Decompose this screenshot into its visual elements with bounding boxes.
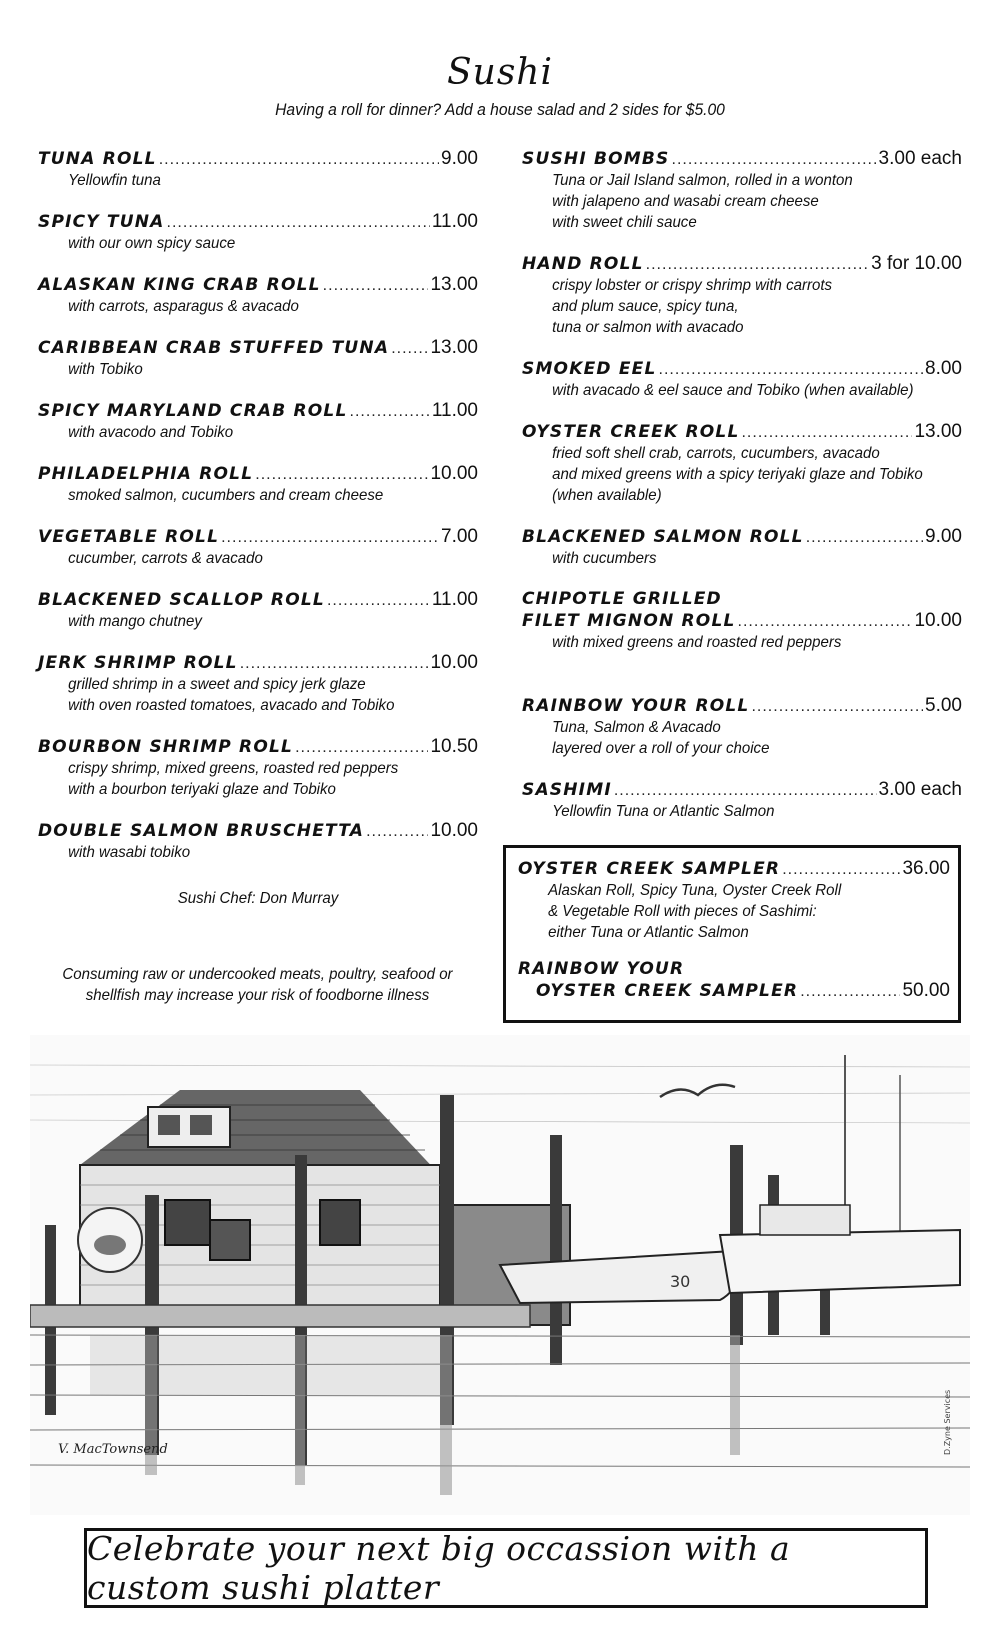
dot-leader	[659, 359, 924, 380]
item-price: 9.00	[925, 526, 962, 547]
dot-leader	[646, 254, 870, 275]
dot-leader	[255, 464, 428, 485]
item-name: TUNA ROLL	[38, 149, 157, 169]
item-description: smoked salmon, cucumbers and cream cheese	[68, 487, 384, 504]
dot-leader	[350, 401, 430, 422]
item-price: 10.00	[430, 820, 478, 841]
dot-leader	[782, 859, 900, 880]
item-name: RAINBOW YOUR ROLL	[522, 696, 750, 716]
item-price: 10.00	[430, 652, 478, 673]
item-name: HAND ROLL	[522, 254, 644, 274]
dot-leader	[672, 149, 877, 170]
item-name: OYSTER CREEK ROLL	[522, 422, 740, 442]
item-name: PHILADELPHIA ROLL	[38, 464, 254, 484]
dot-leader	[323, 275, 429, 296]
item-name-line1: RAINBOW YOUR	[518, 959, 685, 979]
menu-item	[522, 526, 962, 569]
item-price: 11.00	[431, 589, 478, 610]
item-description: with carrots, asparagus & avacado	[68, 298, 299, 315]
menu-item	[38, 211, 478, 254]
credit-text: D.Zyne Services	[943, 1389, 952, 1455]
item-description: crispy shrimp, mixed greens, roasted red peppers with a bourbon teriyaki glaze and Tobiko	[68, 760, 399, 798]
item-price: 13.00	[430, 337, 478, 358]
item-price: 36.00	[902, 858, 950, 879]
item-name: SPICY MARYLAND CRAB ROLL	[38, 401, 348, 421]
item-name: FILET MIGNON ROLL	[522, 611, 736, 631]
sushi-chef-credit: Sushi Chef: Don Murray	[177, 890, 339, 907]
item-description: with our own spicy sauce	[68, 235, 236, 252]
item-description: with mango chutney	[68, 613, 202, 630]
item-name: BLACKENED SCALLOP ROLL	[38, 590, 325, 610]
page-title: Sushi	[446, 52, 554, 93]
menu-item	[38, 652, 478, 716]
item-price: 11.00	[431, 400, 478, 421]
item-price: 50.00	[902, 980, 950, 1001]
item-price: 7.00	[441, 526, 478, 547]
dot-leader	[240, 653, 429, 674]
item-price: 3.00 each	[878, 779, 962, 800]
item-description: with avacado & eel sauce and Tobiko (when available)	[552, 382, 914, 399]
item-price: 13.00	[430, 274, 478, 295]
item-price: 10.00	[914, 610, 962, 631]
menu-item	[38, 274, 478, 317]
menu-item	[38, 526, 478, 569]
menu-item	[522, 695, 962, 759]
dot-leader	[366, 821, 428, 842]
item-name-line1: CHIPOTLE GRILLED	[522, 589, 722, 609]
menu-item	[38, 736, 478, 800]
item-name: CARIBBEAN CRAB STUFFED TUNA	[38, 338, 390, 358]
dot-leader	[327, 590, 430, 611]
item-name: JERK SHRIMP ROLL	[38, 653, 238, 673]
item-price: 10.00	[430, 463, 478, 484]
item-description: with mixed greens and roasted red peppers	[552, 634, 842, 651]
dot-leader	[806, 527, 923, 548]
item-name: SMOKED EEL	[522, 359, 657, 379]
menu-item	[38, 820, 478, 863]
menu-item	[522, 779, 962, 822]
item-description: fried soft shell crab, carrots, cucumbers, avacado and mixed greens with a spicy teriyaki glaze and Tobiko (when available)	[552, 445, 923, 504]
item-description: Alaskan Roll, Spicy Tuna, Oyster Creek Roll & Vegetable Roll with pieces of Sashimi: either Tuna or Atlantic Salmon	[548, 882, 842, 941]
item-price: 8.00	[925, 358, 962, 379]
item-description: Yellowfin Tuna or Atlantic Salmon	[552, 803, 775, 820]
item-description: crispy lobster or crispy shrimp with carrots and plum sauce, spicy tuna, tuna or salmon with avacado	[552, 277, 833, 336]
item-name: BOURBON SHRIMP ROLL	[38, 737, 294, 757]
item-name: BLACKENED SALMON ROLL	[522, 527, 804, 547]
item-price: 3.00 each	[878, 148, 962, 169]
artist-signature: V. MacTownsend	[58, 1442, 168, 1457]
item-description: with wasabi tobiko	[68, 844, 191, 861]
menu-item	[522, 421, 962, 506]
page-subtitle: Having a roll for dinner? Add a house salad and 2 sides for $5.00	[275, 100, 725, 119]
dot-leader	[391, 338, 428, 359]
left-menu-column	[38, 148, 478, 883]
item-name: VEGETABLE ROLL	[38, 527, 220, 547]
item-name: ALASKAN KING CRAB ROLL	[38, 275, 321, 295]
dot-leader	[800, 981, 900, 1002]
menu-item	[38, 148, 478, 191]
dot-leader	[295, 737, 428, 758]
item-name: OYSTER CREEK SAMPLER	[518, 859, 781, 879]
item-name: DOUBLE SALMON BRUSCHETTA	[38, 821, 365, 841]
dot-leader	[167, 212, 430, 233]
item-description: cucumber, carrots & avacado	[68, 550, 263, 567]
right-menu-column	[522, 148, 962, 842]
dot-leader	[159, 149, 439, 170]
item-price: 13.00	[914, 421, 962, 442]
boat-number: 30	[670, 1272, 691, 1291]
menu-item	[38, 337, 478, 380]
item-name: SPICY TUNA	[38, 212, 165, 232]
item-price: 3 for 10.00	[871, 253, 962, 274]
sampler-item	[518, 959, 950, 1002]
item-description: with Tobiko	[68, 361, 143, 378]
item-price: 9.00	[441, 148, 478, 169]
item-description: Tuna, Salmon & Avacado layered over a roll of your choice	[552, 719, 770, 757]
menu-item	[522, 148, 962, 233]
item-name: SUSHI BOMBS	[522, 149, 670, 169]
menu-item	[38, 400, 478, 443]
health-warning: Consuming raw or undercooked meats, poultry, seafood or shellfish may increase your risk of foodborne illness	[62, 966, 453, 1004]
dot-leader	[741, 422, 912, 443]
dock-illustration	[30, 1035, 970, 1515]
item-price: 5.00	[925, 695, 962, 716]
platter-banner: Celebrate your next big occassion with a custom sushi platter	[84, 1528, 928, 1608]
item-description: Tuna or Jail Island salmon, rolled in a wonton with jalapeno and wasabi cream cheese with sweet chili sauce	[552, 172, 853, 231]
item-name: SASHIMI	[522, 780, 612, 800]
item-description: with cucumbers	[552, 550, 657, 567]
dot-leader	[614, 780, 877, 801]
sampler-item	[518, 858, 950, 943]
menu-item	[522, 589, 962, 653]
item-name: OYSTER CREEK SAMPLER	[536, 981, 799, 1001]
item-price: 11.00	[431, 211, 478, 232]
item-description: grilled shrimp in a sweet and spicy jerk glaze with oven roasted tomatoes, avacado and Tobiko	[68, 676, 395, 714]
menu-item	[522, 253, 962, 338]
dot-leader	[751, 696, 923, 717]
dot-leader	[738, 611, 913, 632]
item-description: with avacodo and Tobiko	[68, 424, 234, 441]
dot-leader	[221, 527, 439, 548]
item-price: 10.50	[430, 736, 478, 757]
menu-item	[522, 358, 962, 401]
menu-item	[38, 463, 478, 506]
item-description: Yellowfin tuna	[68, 172, 161, 189]
menu-item	[38, 589, 478, 632]
sampler-box	[503, 845, 961, 1023]
